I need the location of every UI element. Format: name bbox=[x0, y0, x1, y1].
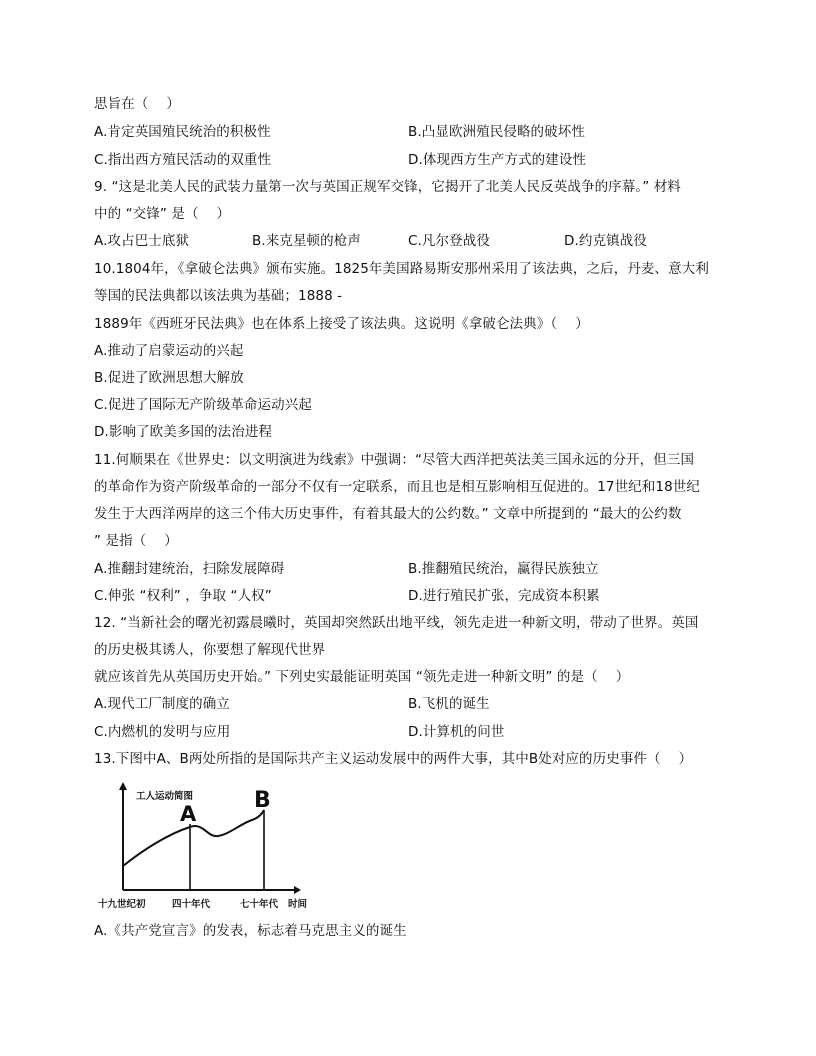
q10-option-c: C.促进了国际无产阶级革命运动兴起 bbox=[94, 397, 312, 413]
tick-label-1: 十九世纪初 bbox=[98, 899, 146, 910]
q10-option-a: A.推动了启蒙运动的兴起 bbox=[94, 343, 244, 359]
q12-stem-line-3: 就应该首先从英国历史开始。” 下列史实最能证明英国 “领先走进一种新文明” 的是（ ） bbox=[94, 669, 630, 685]
q13-stem-line-1: 13.下图中A、B两处所指的是国际共产主义运动发展中的两件大事，其中B处对应的历史事件（ ） bbox=[94, 751, 693, 767]
label-a: A bbox=[180, 802, 197, 826]
x-axis-label: 时间 bbox=[288, 899, 308, 910]
q12-option-c: C.内燃机的发明与应用 bbox=[94, 724, 231, 740]
q10-stem-line-3: 1889年《西班牙民法典》也在体系上接受了该法典。这说明《拿破仑法典》（ ） bbox=[94, 316, 589, 332]
q12-stem-line-1: 12. “当新社会的曙光初露晨曦时，英国却突然跃出地平线，领先走进一种新文明，带动了世界。英国 bbox=[94, 615, 699, 631]
q8-option-a: A.肯定英国殖民统治的积极性 bbox=[94, 124, 271, 140]
q13-option-a: A.《共产党宣言》的发表，标志着马克思主义的诞生 bbox=[94, 923, 407, 939]
q12-option-b: B.飞机的诞生 bbox=[408, 696, 490, 712]
q10-option-d: D.影响了欧美多国的法治进程 bbox=[94, 424, 273, 440]
q9-option-a: A.攻占巴士底狱 bbox=[94, 233, 190, 249]
workers-movement-figure bbox=[98, 778, 312, 914]
question-8-stem-end: 思旨在（ ） bbox=[94, 96, 180, 112]
q10-stem-line-2: 等国的民法典都以该法典为基础；1888 - bbox=[94, 288, 343, 304]
q11-option-a: A.推翻封建统治，扫除发展障碍 bbox=[94, 561, 285, 577]
q8-option-b: B.凸显欧洲殖民侵略的破坏性 bbox=[408, 124, 585, 140]
q8-option-d: D.体现西方生产方式的建设性 bbox=[408, 152, 587, 168]
tick-label-3: 七十年代 bbox=[240, 899, 279, 910]
q12-stem-line-2: 的历史极其诱人，你要想了解现代世界 bbox=[94, 642, 326, 658]
q11-option-d: D.进行殖民扩张，完成资本积累 bbox=[408, 588, 600, 604]
q11-stem-line-3: 发生于大西洋两岸的这三个伟大历史事件，有着其最大的公约数。” 文章中所提到的 “最大的公约数 bbox=[94, 506, 682, 522]
y-axis-arrow bbox=[119, 782, 127, 790]
q11-option-b: B.推翻殖民统治，赢得民族独立 bbox=[408, 561, 599, 577]
q9-stem-line-1: 9. “这是北美人民的武装力量第一次与英国正规军交锋，它揭开了北美人民反英战争的序幕。” 材料 bbox=[94, 179, 681, 195]
q9-stem-line-2: 中的 “交锋” 是（ ） bbox=[94, 206, 231, 222]
q9-option-d: D.约克镇战役 bbox=[564, 233, 647, 249]
tick-label-2: 四十年代 bbox=[172, 899, 211, 910]
label-b: B bbox=[254, 788, 271, 813]
q10-option-b: B.促进了欧洲思想大解放 bbox=[94, 370, 244, 386]
q11-stem-line-2: 的革命作为资产阶级革命的一部分不仅有一定联系，而且也是相互影响相互促进的。17世纪和18世纪 bbox=[94, 479, 700, 495]
x-axis-arrow bbox=[294, 886, 301, 894]
q11-stem-line-1: 11.何顺果在《世界史：以文明演进为线索》中强调：“尽管大西洋把英法美三国永远的分开，但三国 bbox=[94, 452, 695, 468]
q11-option-c: C.伸张 “权利” ，争取 “人权” bbox=[94, 588, 272, 604]
q9-option-b: B.来克星顿的枪声 bbox=[252, 233, 361, 249]
figure-title: 工人运动简图 bbox=[136, 791, 194, 802]
q9-option-c: C.凡尔登战役 bbox=[408, 233, 490, 249]
q11-stem-line-4: ” 是指（ ） bbox=[94, 533, 178, 549]
q8-option-c: C.指出西方殖民活动的双重性 bbox=[94, 152, 272, 168]
q10-stem-line-1: 10.1804年，《拿破仑法典》颁布实施。1825年美国路易斯安那州采用了该法典，之后，丹麦、意大利 bbox=[94, 261, 709, 277]
q12-option-d: D.计算机的问世 bbox=[408, 724, 505, 740]
q12-option-a: A.现代工厂制度的确立 bbox=[94, 696, 230, 712]
